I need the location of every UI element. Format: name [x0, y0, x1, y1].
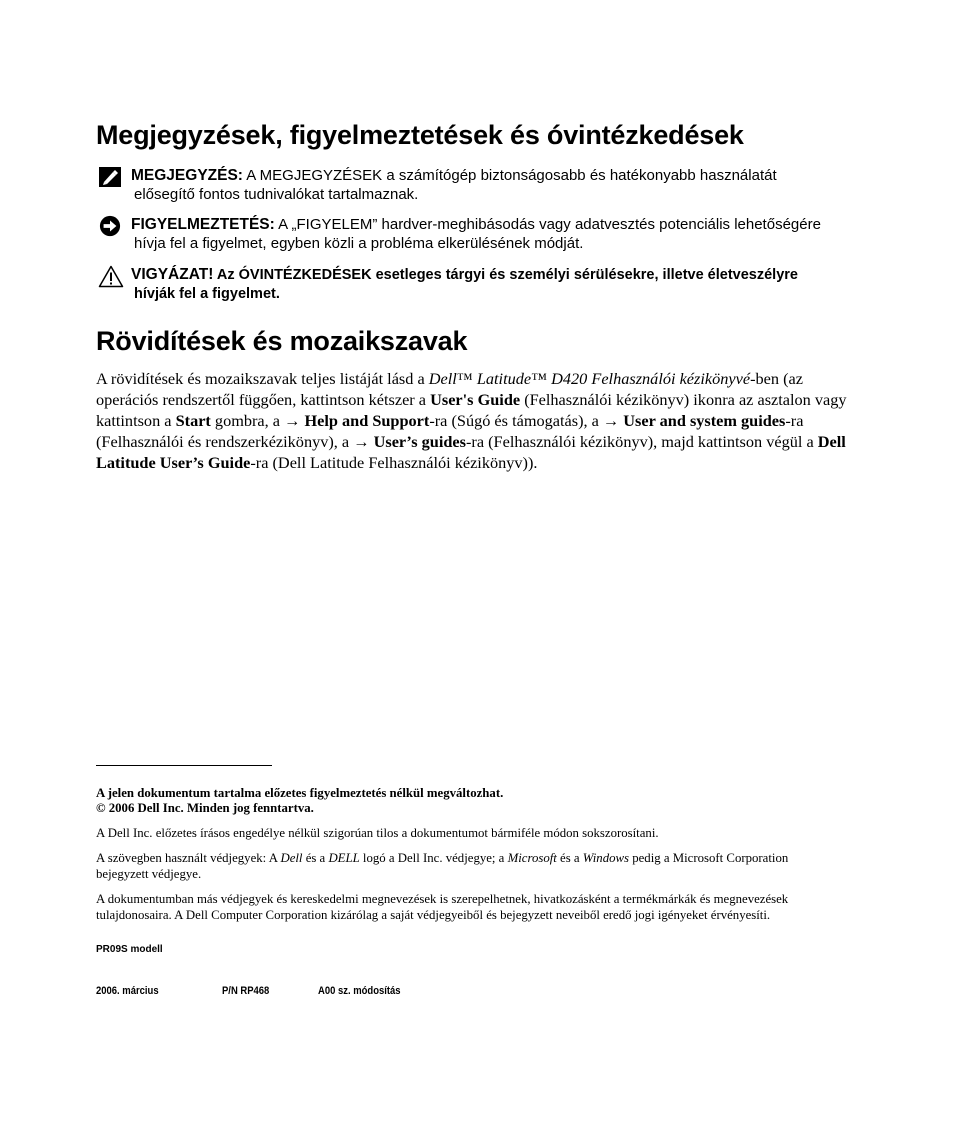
notice-line-1: FIGYELMEZTETÉS: A „FIGYELEM” hardver-meghibásodás vagy adatvesztés potenciális lehetőségére — [131, 216, 821, 233]
notice-label: FIGYELMEZTETÉS: — [131, 216, 275, 233]
abbrev-line-1: A rövidítések és mozaikszavak teljes listáját lásd a Dell™ Latitude™ D420 Felhasználói kézikönyvé-ben (az — [96, 369, 803, 388]
abbrev-line-4: (Felhasználói és rendszerkézikönyv), a → User’s guides-ra (Felhasználói kézikönyv), majd kattintson végül a Dell — [96, 432, 846, 451]
arrow-circle-icon — [98, 215, 122, 237]
footer-other-marks-1: A dokumentumban más védjegyek és kereskedelmi megnevezések is szerepelhetnek, hivatkozásként a termékmárkák és megnevezések — [96, 892, 789, 906]
model-number: PR09S modell — [96, 944, 163, 955]
revision: A00 sz. módosítás — [318, 985, 401, 997]
footer-trademarks-2: bejegyzett védjegye. — [96, 867, 202, 881]
abbrev-heading: Rövidítések és mozaikszavak — [96, 326, 468, 356]
abbrev-line-5: Latitude User’s Guide-ra (Dell Latitude Felhasználói kézikönyv)). — [96, 453, 538, 472]
note-block — [96, 166, 896, 206]
note-line-2: elősegítő fontos tudnivalókat tartalmaznak. — [134, 186, 419, 203]
warning-triangle-icon — [98, 265, 122, 287]
footer-other-marks-2: tulajdonosaira. A Dell Computer Corporation kizárólag a saját védjegyeiből és bejegyzett neveiből eredő jogi igényeket érvényesíti. — [96, 908, 771, 922]
caution-label: VIGYÁZAT! — [131, 266, 214, 283]
note-label: MEGJEGYZÉS: — [131, 167, 243, 184]
footer-change-notice: A jelen dokumentum tartalma előzetes figyelmeztetés nélkül megváltozhat. — [96, 786, 504, 800]
notices-heading: Megjegyzések, figyelmeztetések és óvintézkedések — [96, 120, 744, 150]
pencil-note-icon — [98, 166, 122, 188]
footer-reproduction: A Dell Inc. előzetes írásos engedélye nélkül szigorúan tilos a dokumentumot bármiféle módon sokszorosítani. — [96, 826, 659, 840]
abbrev-line-3: kattintson a Start gombra, a → Help and Support-ra (Súgó és támogatás), a → User and system guides-ra — [96, 411, 804, 430]
note-line-1: MEGJEGYZÉS: A MEGJEGYZÉSEK a számítógép biztonságosabb és hatékonyabb használatát — [131, 167, 777, 184]
footer-trademarks-1: A szövegben használt védjegyek: A Dell és a DELL logó a Dell Inc. védjegye; a Microsoft és a Windows pedig a Microsoft Corporation — [96, 851, 789, 865]
publish-date: 2006. március — [96, 985, 159, 997]
notice-line-2: hívja fel a figyelmet, egyben közli a probléma elkerülésének módját. — [134, 235, 584, 252]
abbrev-line-2: operációs rendszertől függően, kattintson kétszer a User's Guide (Felhasználói kézikönyv) ikonra az asztalon vagy — [96, 390, 847, 409]
footnote-divider — [96, 765, 272, 766]
caution-block — [96, 265, 896, 305]
footer-copyright: © 2006 Dell Inc. Minden jog fenntartva. — [96, 801, 314, 815]
caution-line-1: VIGYÁZAT! Az ÓVINTÉZKEDÉSEK esetleges tárgyi és személyi sérülésekre, illetve életveszélyre — [131, 266, 798, 283]
part-number: P/N RP468 — [222, 985, 270, 997]
abbrev-paragraph — [96, 368, 896, 473]
caution-line-2: hívják fel a figyelmet. — [134, 286, 280, 302]
notice-block — [96, 215, 896, 255]
